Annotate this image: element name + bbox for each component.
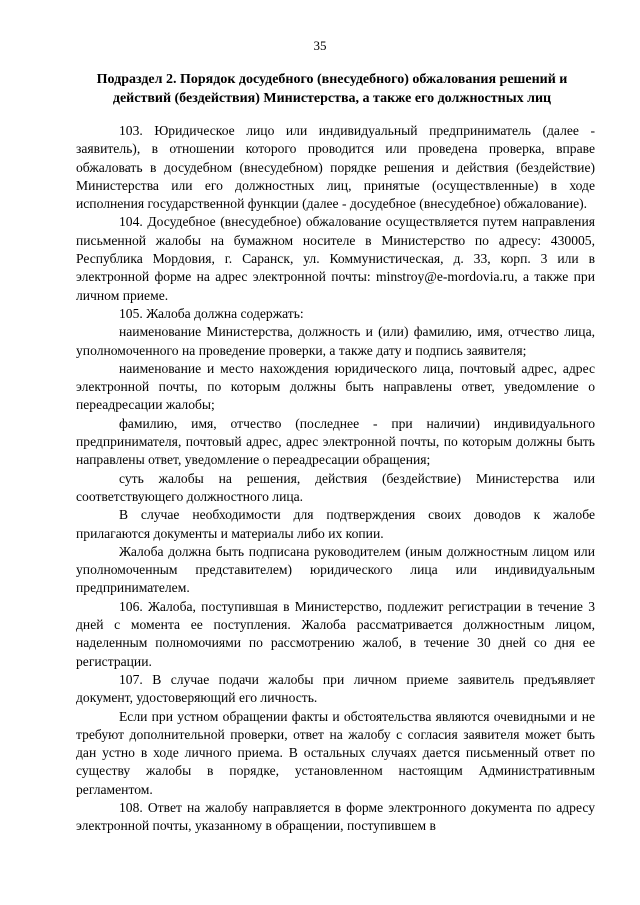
section-heading-line-2: действий (бездействия) Министерства, а также его должностных лиц	[112, 91, 552, 106]
paragraph-106: 106. Жалоба, поступившая в Министерство, подлежит регистрации в течение 3 дней с момента ее поступления. Жалоба рассматривается должностным лицом, наделенным полномочиями по рассмотрению жалоб, в течение 30 дней со дня ее регистрации.	[76, 598, 595, 669]
section-heading	[72, 70, 592, 108]
list-item-legal-entity: наименование и место нахождения юридического лица, почтовый адрес, адрес электронной почты, по которым должны быть направлены ответ, уведомление о переадресации жалобы;	[76, 360, 595, 413]
paragraph-supporting-documents: В случае необходимости для подтверждения своих доводов к жалобе прилагаются документы и материалы либо их копии.	[76, 507, 595, 541]
paragraph-103: 103. Юридическое лицо или индивидуальный предприниматель (далее - заявитель), в отношении которого проводится или проведена проверка, вправе обжаловать в досудебном (внесудебном) порядке решения и действия (бездействие) Министерства или его должностных лиц, принятые (осуществленные) в ходе исполнения государственной функции (далее - досудебное (внесудебное) обжалование).	[76, 123, 595, 212]
paragraph-oral-answer: Если при устном обращении факты и обстоятельства являются очевидными и не требуют дополнительной проверки, ответ на жалобу с согласия заявителя может быть дан устно в ходе личного приема. В остальных случаях дается письменный ответ по существу жалобы в порядке, установленном настоящим Административным регламентом.	[76, 708, 595, 797]
paragraph-signature: Жалоба должна быть подписана руководителем (иным должностным лицом или уполномоченным представителем) юридического лица или индивидуальным предпринимателем.	[76, 543, 595, 596]
list-item-entrepreneur: фамилию, имя, отчество (последнее - при наличии) индивидуального предпринимателя, почтовый адрес, адрес электронной почты, по которым должны быть направлены ответ, уведомление о переадресации обращения;	[76, 415, 595, 468]
section-heading-line-1: Подраздел 2. Порядок досудебного (внесудебного) обжалования решений и	[96, 72, 568, 87]
body-text	[76, 122, 595, 836]
paragraph-108: 108. Ответ на жалобу направляется в форме электронного документа по адресу электронной почты, указанному в обращении, поступившем в	[76, 799, 595, 834]
paragraph-105: 105. Жалоба должна содержать:	[119, 305, 304, 321]
list-item-ministry-name: наименование Министерства, должность и (или) фамилию, имя, отчество лица, уполномоченного на проведение проверки, а также дату и подпись заявителя;	[76, 324, 595, 358]
list-item-complaint-essence: суть жалобы на решения, действия (бездействие) Министерства или соответствующего должностного лица.	[76, 470, 595, 504]
page-number: 35	[313, 38, 327, 53]
paragraph-104: 104. Досудебное (внесудебное) обжалование осуществляется путем направления письменной жалобы на бумажном носителе в Министерство по адресу: 430005, Республика Мордовия, г. Саранск, ул. Коммунистическая, д. 33, корп. 3 или в электронной форме на адрес электронной почты: minstroy@e-mordovia.ru, а также при личном приеме.	[76, 214, 595, 303]
paragraph-107: 107. В случае подачи жалобы при личном приеме заявитель предъявляет документ, удостоверяющий его личность.	[76, 671, 595, 706]
